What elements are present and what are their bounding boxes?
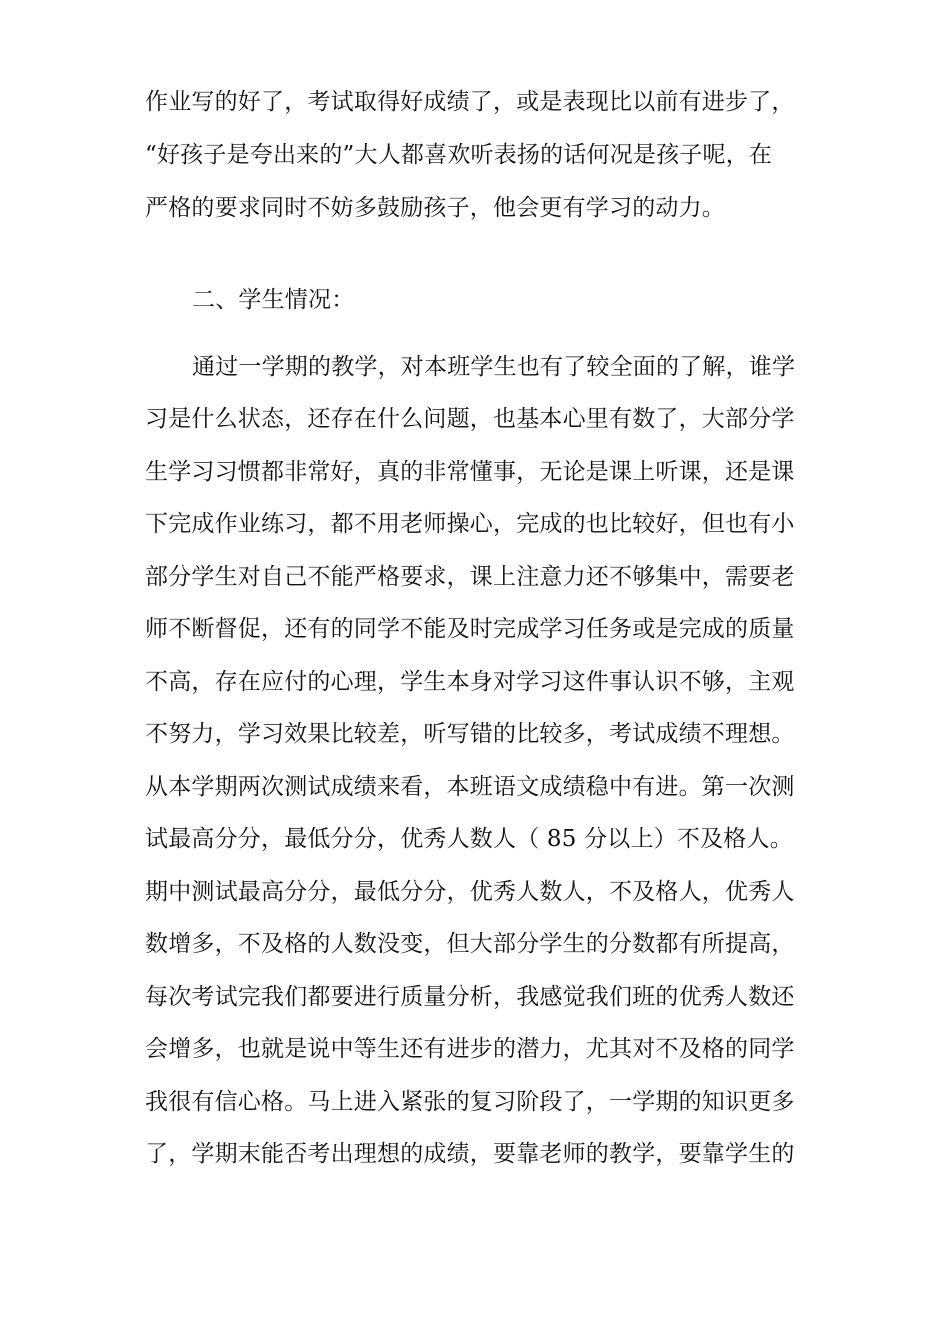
paragraph-line-9: 部分学生对自己不能严格要求，课上注意力还不够集中，需要老 — [145, 564, 795, 590]
paragraph-line-13: 从本学期两次测试成绩来看，本班语文成绩稳中有进。第一次测 — [145, 774, 795, 800]
paragraph-line-11: 不高，存在应付的心理，学生本身对学习这件事认识不够，主观 — [145, 669, 795, 695]
paragraph-line-3: 严格的要求同时不妨多鼓励孩子，他会更有学习的动力。 — [145, 195, 725, 221]
paragraph-line-5: 通过一学期的教学，对本班学生也有了较全面的了解，谁学 — [192, 354, 796, 380]
paragraph-line-18: 会增多，也就是说中等生还有进步的潜力，尤其对不及格的同学 — [145, 1036, 795, 1062]
paragraph-line-20: 了，学期末能否考出理想的成绩，要靠老师的教学，要靠学生的 — [145, 1141, 795, 1167]
paragraph-line-1: 作业写的好了，考试取得好成绩了，或是表现比以前有进步了， — [145, 89, 795, 115]
paragraph-line-17: 每次考试完我们都要进行质量分析，我感觉我们班的优秀人数还 — [145, 984, 795, 1010]
paragraph-line-2: “好孩子是夸出来的”大人都喜欢听表扬的话何况是孩子呢，在 — [145, 142, 773, 168]
paragraph-line-10: 师不断督促，还有的同学不能及时完成学习任务或是完成的质量 — [145, 616, 795, 642]
paragraph-line-6: 习是什么状态，还存在什么问题，也基本心里有数了，大部分学 — [145, 406, 795, 432]
paragraph-line-15: 期中测试最高分分，最低分分，优秀人数人，不及格人，优秀人 — [145, 879, 795, 905]
section-heading: 二、学生情况： — [192, 287, 355, 313]
paragraph-line-14: 试最高分分，最低分分，优秀人数人（ 85 分以上）不及格人。 — [145, 826, 793, 852]
paragraph-line-19: 我很有信心格。马上进入紧张的复习阶段了，一学期的知识更多 — [145, 1089, 795, 1115]
paragraph-line-12: 不努力，学习效果比较差，听写错的比较多，考试成绩不理想。 — [145, 721, 795, 747]
paragraph-line-8: 下完成作业练习，都不用老师操心，完成的也比较好，但也有小 — [145, 511, 795, 537]
paragraph-line-7: 生学习习惯都非常好，真的非常懂事，无论是课上听课，还是课 — [145, 459, 795, 485]
paragraph-line-16: 数增多，不及格的人数没变，但大部分学生的分数都有所提高， — [145, 931, 795, 957]
